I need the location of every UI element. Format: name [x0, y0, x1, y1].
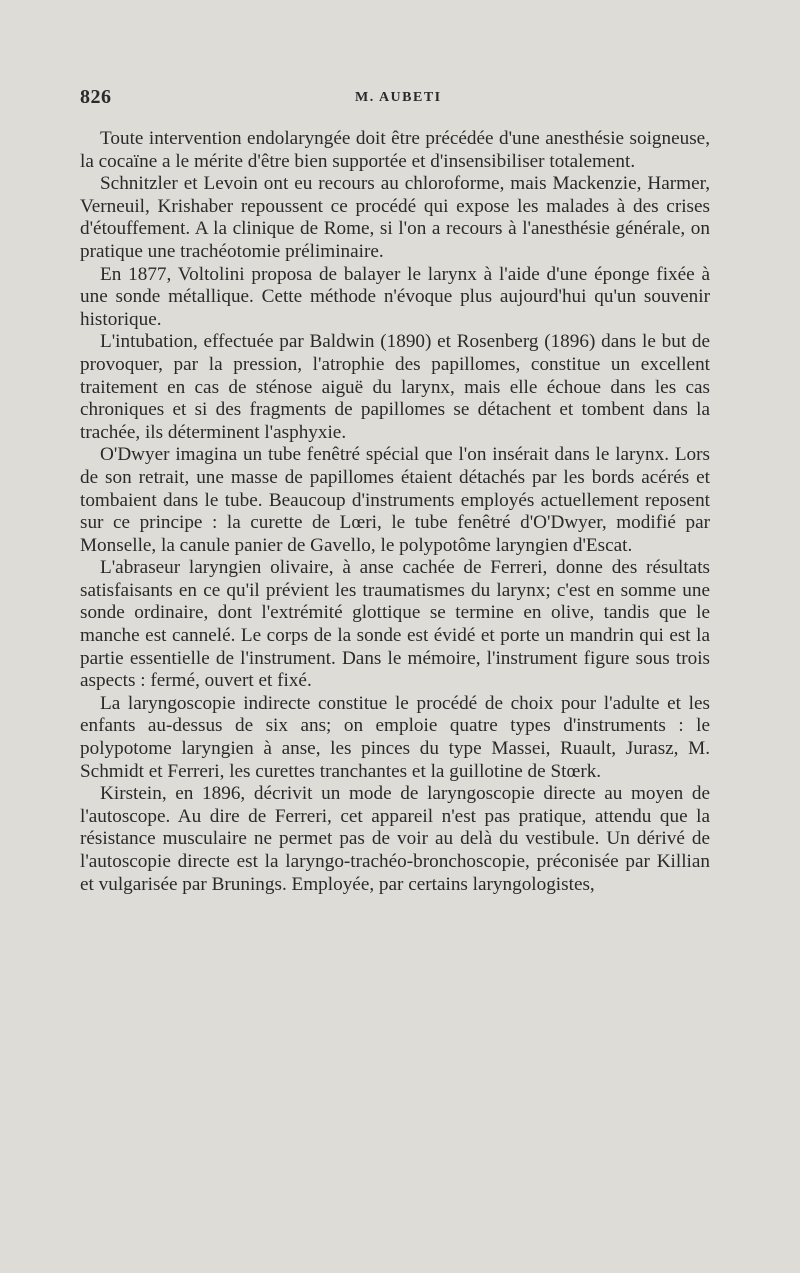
- paragraph-intubation: L'intubation, effectuée par Baldwin (1890) et Rosenberg (1896) dans le but de provoquer, par la pression, l'atrophie des papillomes, constitue un excellent traitement en cas de sténose aiguë du larynx, mais elle échoue dans les cas chroniques et si des fragments de papillomes se détachent et tombent dans la trachée, ils déterminent l'asphyxie.: [80, 331, 710, 443]
- page-number: 826: [80, 86, 112, 108]
- paragraph-odwyer: O'Dwyer imagina un tube fenêtré spécial que l'on insérait dans le larynx. Lors de son retrait, une masse de papillomes étaient détachés par les bords acérés et tombaient dans le tube. Beaucoup d'instruments employés actuellement reposent sur ce principe : la curette de Lœri, le tube fenêtré d'O'Dwyer, modifié par Monselle, la canule panier de Gavello, le polypotôme laryngien d'Escat.: [80, 444, 710, 556]
- paragraph-voltolini: En 1877, Voltolini proposa de balayer le larynx à l'aide d'une éponge fixée à une sonde métallique. Cette méthode n'évoque plus aujourd'hui qu'un souvenir historique.: [80, 263, 710, 330]
- paragraph-abraseur: L'abraseur laryngien olivaire, à anse cachée de Ferreri, donne des résultats satisfaisants en ce qu'il prévient les traumatismes du larynx; c'est en somme une sonde ordinaire, dont l'extrémité glottique se termine en olive, tandis que le manche est cannelé. Le corps de la sonde est évidé et porte un mandrin qui est la partie essentielle de l'instrument. Dans le mémoire, l'instrument figure sous trois aspects : fermé, ouvert et fixé.: [80, 557, 710, 692]
- page-header: [80, 86, 710, 116]
- paragraph-laryngoscopie: La laryngoscopie indirecte constitue le procédé de choix pour l'adulte et les enfants au-dessus de six ans; on emploie quatre types d'instruments : le polypotome laryngien à anse, les pinces du type Massei, Ruault, Jurasz, M. Schmidt et Ferreri, les curettes tranchantes et la guillotine de Stœrk.: [80, 692, 710, 782]
- body-text: [80, 128, 710, 896]
- paragraph-chloroform: Schnitzler et Levoin ont eu recours au chloroforme, mais Mackenzie, Harmer, Verneuil, Krishaber repoussent ce procédé qui expose les malades à des crises d'étouffement. A la clinique de Rome, si l'on a recours à l'anesthésie générale, on pratique une trachéotomie préliminaire.: [80, 173, 710, 262]
- paragraph-anesthesia: Toute intervention endolaryngée doit être précédée d'une anesthésie soigneuse, la cocaïne a le mérite d'être bien supportée et d'insensibiliser totalement.: [80, 128, 710, 172]
- running-head: M. AUBETI: [355, 90, 442, 105]
- paragraph-kirstein: Kirstein, en 1896, décrivit un mode de laryngoscopie directe au moyen de l'autoscope. Au dire de Ferreri, cet appareil n'est pas pratique, attendu que la résistance musculaire ne permet pas de voir au delà du vestibule. Un dérivé de l'autoscopie directe est la laryngo-trachéo-bronchoscopie, préconisée par Killian et vulgarisée par Brunings. Employée, par certains laryngologistes,: [80, 783, 710, 895]
